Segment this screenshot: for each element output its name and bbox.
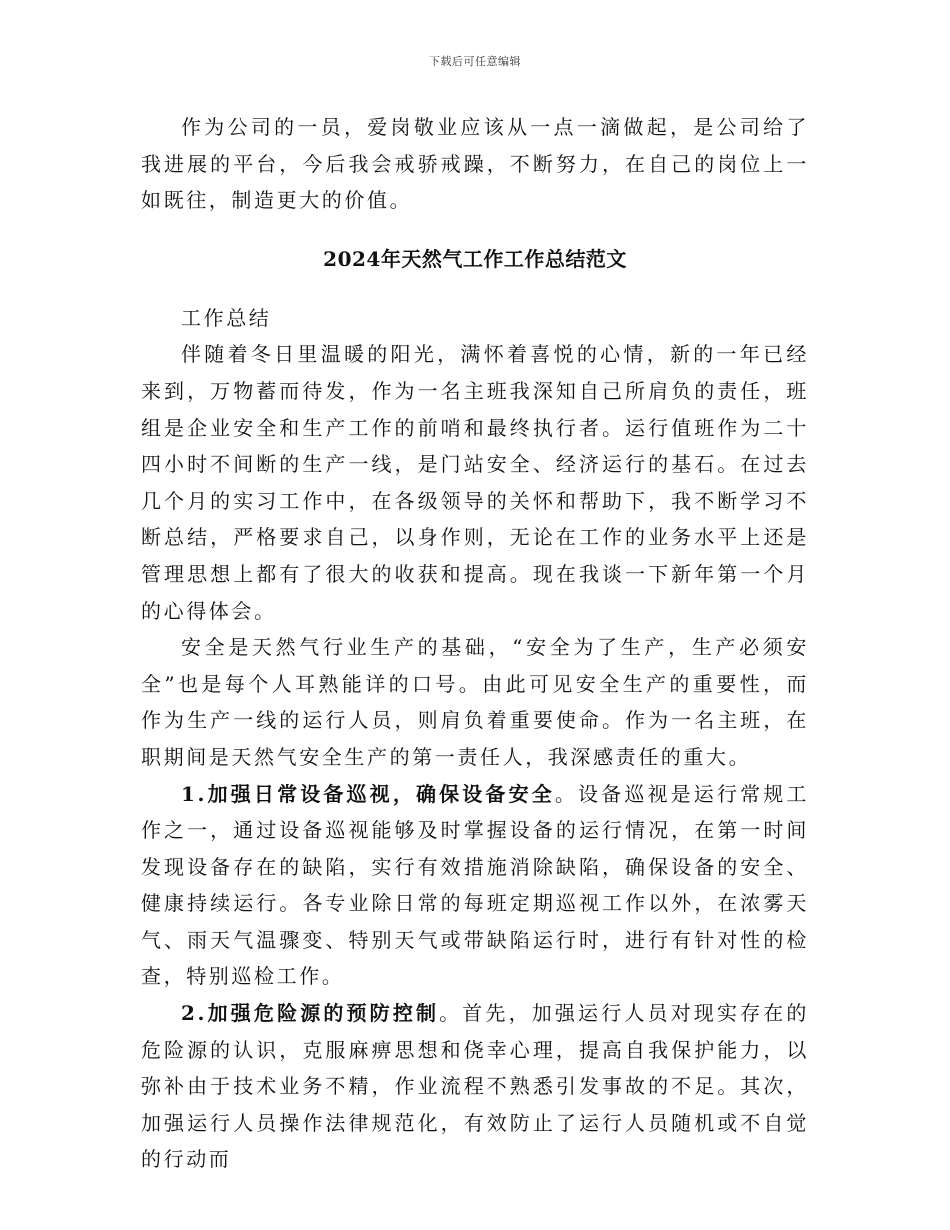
paragraph-1: 伴随着冬日里温暖的阳光，满怀着喜悦的心情，新的一年已经来到，万物蓄而待发，作为一名主班我深知自己所肩负的责任，班组是企业安全和生产工作的前哨和最终执行者。运行值班作为二十四小时不间断的生产一线，是门站安全、经济运行的基石。在过去几个月的实习工作中，在各级领导的关怀和帮助下，我不断学习不断总结，严格要求自己，以身作则，无论在工作的业务水平上还是管理思想上都有了很大的收获和提高。现在我谈一下新年第一个月的心得体会。 xyxy=(141,342,809,623)
subheading: 工作总结 xyxy=(181,305,272,330)
document-body xyxy=(141,109,809,1178)
section-1-lead: 1.加强日常设备巡视，确保设备安全 xyxy=(181,781,555,806)
page-header: 下载后可任意编辑 xyxy=(429,55,521,68)
section-2-body: 。首先，加强运行人员对现实存在的危险源的认识，克服麻痹思想和侥幸心理，提高自我保护能力，以弥补由于技术业务不精，作业流程不熟悉引发事故的不足。其次，加强运行人员操作法律规范化，有效防止了运行人员随机或不自觉的行动而 xyxy=(141,1001,809,1172)
section-2-paragraph xyxy=(141,995,809,1178)
intro-paragraph: 作为公司的一员，爱岗敬业应该从一点一滴做起，是公司给了我进展的平台，今后我会戒骄戒躁，不断努力，在自己的岗位上一如既往，制造更大的价值。 xyxy=(141,115,809,213)
section-2-lead: 2.加强危险源的预防控制 xyxy=(181,1001,440,1026)
section-1-paragraph xyxy=(141,776,809,996)
paragraph-2: 安全是天然气行业生产的基础，“安全为了生产，生产必须安全”也是每个人耳熟能详的口号。由此可见安全生产的重要性，而作为生产一线的运行人员，则肩负着重要使命。作为一名主班，在职期间是天然气安全生产的第一责任人，我深感责任的重大。 xyxy=(141,635,809,769)
section-1-body: 。设备巡视是运行常规工作之一，通过设备巡视能够及时掌握设备的运行情况，在第一时间发现设备存在的缺陷，实行有效措施消除缺陷，确保设备的安全、健康持续运行。各专业除日常的每班定期巡视工作以外，在浓雾天气、雨天气温骤变、特别天气或带缺陷运行时，进行有针对性的检查，特别巡检工作。 xyxy=(141,781,809,989)
document-title: 2024年天然气工作工作总结范文 xyxy=(323,246,627,271)
